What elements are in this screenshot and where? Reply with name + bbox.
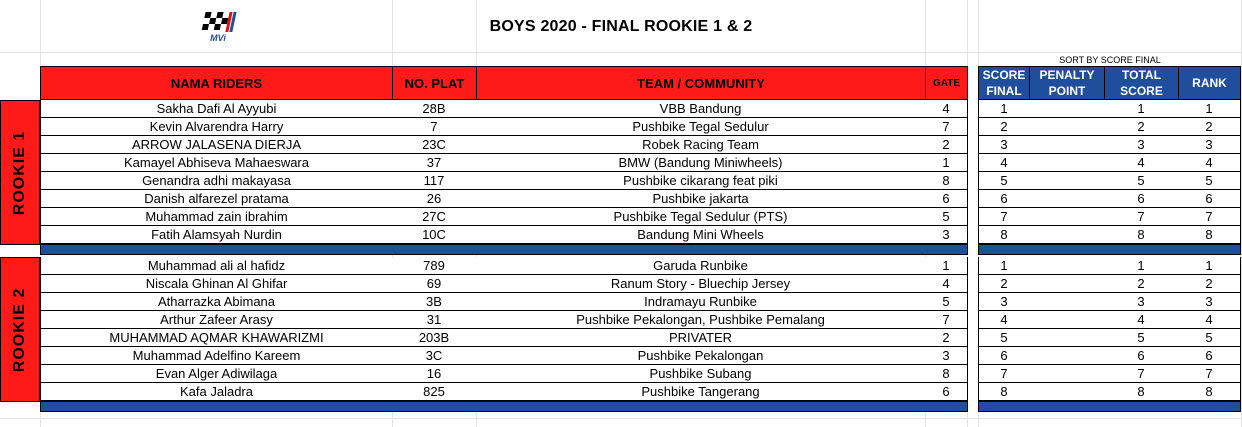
gate-number: 8 — [925, 172, 968, 190]
rider-name: Genandra adhi makayasa — [40, 172, 393, 190]
gate-number: 1 — [925, 154, 968, 172]
group-separator — [978, 244, 1241, 255]
team-name: Pushbike Tegal Sedulur — [476, 118, 926, 136]
plate-number: 117 — [392, 172, 477, 190]
penalty-point — [1029, 190, 1105, 208]
team-name: Pushbike Tegal Sedulur (PTS) — [476, 208, 926, 226]
penalty-point — [1029, 100, 1105, 118]
rank: 8 — [1178, 383, 1241, 401]
rank: 7 — [1178, 365, 1241, 383]
team-name: Ranum Story - Bluechip Jersey — [476, 275, 926, 293]
penalty-point — [1029, 154, 1105, 172]
plate-number: 3B — [392, 293, 477, 311]
rank: 4 — [1178, 154, 1241, 172]
score-final: 3 — [978, 136, 1030, 154]
rider-name: Arthur Zafeer Arasy — [40, 311, 393, 329]
plate-number: 7 — [392, 118, 477, 136]
rider-name: Atharrazka Abimana — [40, 293, 393, 311]
page-title: BOYS 2020 - FINAL ROOKIE 1 & 2 — [489, 18, 753, 35]
team-name: Garuda Runbike — [476, 257, 926, 275]
rank: 7 — [1178, 208, 1241, 226]
team-name: Pushbike jakarta — [476, 190, 926, 208]
total-score: 5 — [1104, 329, 1179, 347]
penalty-point — [1029, 365, 1105, 383]
rank: 2 — [1178, 118, 1241, 136]
gate-number: 2 — [925, 329, 968, 347]
total-score: 6 — [1104, 190, 1179, 208]
svg-text:MVi: MVi — [210, 33, 226, 43]
header-no-plat: NO. PLAT — [392, 66, 477, 100]
plate-number: 31 — [392, 311, 477, 329]
penalty-point — [1029, 118, 1105, 136]
total-score: 3 — [1104, 293, 1179, 311]
total-score: 4 — [1104, 154, 1179, 172]
plate-number: 27C — [392, 208, 477, 226]
team-name: Pushbike Pekalongan — [476, 347, 926, 365]
total-score: 7 — [1104, 208, 1179, 226]
sort-label: SORT BY SCORE FINAL — [1059, 55, 1161, 65]
gate-number: 3 — [925, 226, 968, 244]
rider-name: Sakha Dafi Al Ayyubi — [40, 100, 393, 118]
score-final: 2 — [978, 118, 1030, 136]
score-final: 5 — [978, 329, 1030, 347]
penalty-point — [1029, 172, 1105, 190]
penalty-point — [1029, 329, 1105, 347]
gate-number: 4 — [925, 100, 968, 118]
header-total-score: TOTAL SCORE — [1104, 66, 1179, 100]
total-score: 5 — [1104, 172, 1179, 190]
gate-number: 8 — [925, 365, 968, 383]
score-final: 6 — [978, 347, 1030, 365]
plate-number: 37 — [392, 154, 477, 172]
rider-name: Muhammad Adelfino Kareem — [40, 347, 393, 365]
rank: 8 — [1178, 226, 1241, 244]
total-score: 8 — [1104, 383, 1179, 401]
gate-number: 4 — [925, 275, 968, 293]
total-score: 2 — [1104, 118, 1179, 136]
gate-number: 7 — [925, 311, 968, 329]
rider-name: MUHAMMAD AQMAR KHAWARIZMI — [40, 329, 393, 347]
team-name: Robek Racing Team — [476, 136, 926, 154]
rank: 5 — [1178, 172, 1241, 190]
gate-number: 1 — [925, 257, 968, 275]
gridline — [0, 52, 1242, 53]
plate-number: 3C — [392, 347, 477, 365]
team-name: Bandung Mini Wheels — [476, 226, 926, 244]
header-team: TEAM / COMMUNITY — [476, 66, 926, 100]
team-name: BMW (Bandung Miniwheels) — [476, 154, 926, 172]
gate-number: 6 — [925, 383, 968, 401]
group-label-text: ROOKIE 1 — [11, 130, 28, 215]
plate-number: 789 — [392, 257, 477, 275]
team-name: Pushbike Subang — [476, 365, 926, 383]
rank: 3 — [1178, 136, 1241, 154]
score-final: 4 — [978, 154, 1030, 172]
team-name: Indramayu Runbike — [476, 293, 926, 311]
penalty-point — [1029, 136, 1105, 154]
rider-name: Kafa Jaladra — [40, 383, 393, 401]
total-score: 8 — [1104, 226, 1179, 244]
total-score: 1 — [1104, 100, 1179, 118]
penalty-point — [1029, 347, 1105, 365]
group-label-rookie-1 — [0, 100, 40, 245]
score-final: 5 — [978, 172, 1030, 190]
score-final: 1 — [978, 257, 1030, 275]
total-score: 2 — [1104, 275, 1179, 293]
team-name: VBB Bandung — [476, 100, 926, 118]
gridline — [0, 418, 1242, 419]
plate-number: 69 — [392, 275, 477, 293]
rank: 3 — [1178, 293, 1241, 311]
header-gate: GATE — [925, 66, 968, 100]
plate-number: 16 — [392, 365, 477, 383]
total-score: 7 — [1104, 365, 1179, 383]
total-score: 4 — [1104, 311, 1179, 329]
rider-name: Kamayel Abhiseva Mahaeswara — [40, 154, 393, 172]
rider-name: Kevin Alvarendra Harry — [40, 118, 393, 136]
score-final: 8 — [978, 226, 1030, 244]
score-final: 4 — [978, 311, 1030, 329]
gate-number: 5 — [925, 208, 968, 226]
rider-name: Danish alfarezel pratama — [40, 190, 393, 208]
group-separator — [40, 401, 968, 412]
total-score: 1 — [1104, 257, 1179, 275]
rank: 6 — [1178, 347, 1241, 365]
score-final: 2 — [978, 275, 1030, 293]
team-name: Pushbike Tangerang — [476, 383, 926, 401]
rider-name: Muhammad zain ibrahim — [40, 208, 393, 226]
rank: 5 — [1178, 329, 1241, 347]
gate-number: 6 — [925, 190, 968, 208]
rider-name: Muhammad ali al hafidz — [40, 257, 393, 275]
team-name: PRIVATER — [476, 329, 926, 347]
penalty-point — [1029, 275, 1105, 293]
gate-number: 3 — [925, 347, 968, 365]
group-separator — [978, 401, 1241, 412]
rider-name: Fatih Alamsyah Nurdin — [40, 226, 393, 244]
gate-number: 2 — [925, 136, 968, 154]
team-name: Pushbike Pekalongan, Pushbike Pemalang — [476, 311, 926, 329]
penalty-point — [1029, 226, 1105, 244]
plate-number: 23C — [392, 136, 477, 154]
score-final: 1 — [978, 100, 1030, 118]
total-score: 3 — [1104, 136, 1179, 154]
rider-name: Evan Alger Adiwilaga — [40, 365, 393, 383]
plate-number: 26 — [392, 190, 477, 208]
rank: 1 — [1178, 257, 1241, 275]
plate-number: 825 — [392, 383, 477, 401]
penalty-point — [1029, 208, 1105, 226]
rider-name: ARROW JALASENA DIERJA — [40, 136, 393, 154]
penalty-point — [1029, 383, 1105, 401]
header-nama-riders: NAMA RIDERS — [40, 66, 393, 100]
rank: 1 — [1178, 100, 1241, 118]
header-score-final: SCORE FINAL — [978, 66, 1030, 100]
rank: 2 — [1178, 275, 1241, 293]
team-name: Pushbike cikarang feat piki — [476, 172, 926, 190]
group-label-rookie-2 — [0, 257, 40, 402]
gate-number: 5 — [925, 293, 968, 311]
score-final: 7 — [978, 365, 1030, 383]
plate-number: 10C — [392, 226, 477, 244]
plate-number: 28B — [392, 100, 477, 118]
score-final: 8 — [978, 383, 1030, 401]
rider-name: Niscala Ghinan Al Ghifar — [40, 275, 393, 293]
penalty-point — [1029, 311, 1105, 329]
score-final: 7 — [978, 208, 1030, 226]
group-label-text: ROOKIE 2 — [11, 287, 28, 372]
penalty-point — [1029, 257, 1105, 275]
penalty-point — [1029, 293, 1105, 311]
plate-number: 203B — [392, 329, 477, 347]
rank: 4 — [1178, 311, 1241, 329]
score-final: 3 — [978, 293, 1030, 311]
header-penalty-point: PENALTY POINT — [1029, 66, 1105, 100]
header-rank: RANK — [1178, 66, 1241, 100]
gate-number: 7 — [925, 118, 968, 136]
group-separator — [40, 244, 968, 255]
score-final: 6 — [978, 190, 1030, 208]
rank: 6 — [1178, 190, 1241, 208]
total-score: 6 — [1104, 347, 1179, 365]
